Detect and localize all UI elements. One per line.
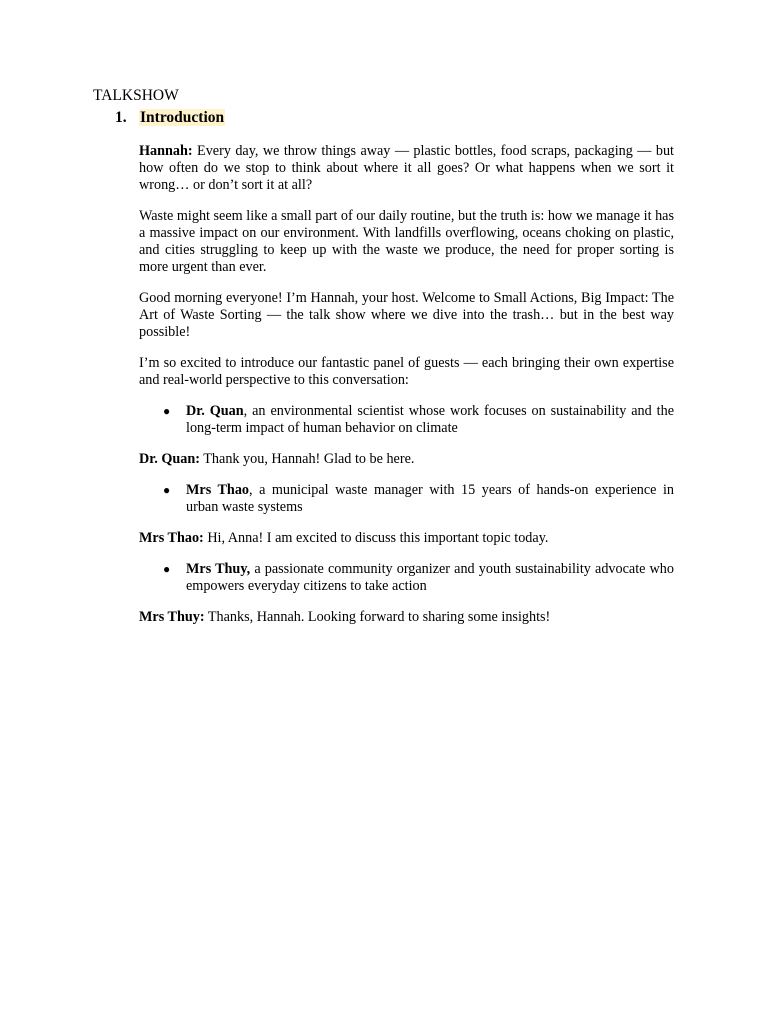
reply-mrs-thao (139, 530, 674, 547)
guest-name: Mrs Thao (186, 482, 250, 498)
section-heading (115, 108, 225, 128)
reply-mrs-thuy (139, 609, 674, 626)
guest-description: a passionate community organizer and youth sustainability advocate who empowers everyday citizens to take action (186, 561, 674, 594)
section-number: 1. (115, 109, 127, 126)
paragraph-hannah-intro (139, 143, 674, 194)
speaker-name: Mrs Thuy: (139, 609, 205, 625)
reply-text: Thanks, Hannah. Looking forward to sharing some insights! (204, 609, 551, 625)
guest-description: , an environmental scientist whose work focuses on sustainability and the long-term impact of human behavior on climate (186, 403, 674, 436)
guest-name: Dr. Quan (186, 403, 244, 419)
bullet-icon: ● (163, 562, 171, 576)
body-text (139, 143, 674, 640)
document-title: TALKSHOW (93, 87, 179, 104)
guest-list-item (139, 482, 674, 516)
paragraph-waste: Waste might seem like a small part of our daily routine, but the truth is: how we manage it has a massive impact on our environment. With landfills overflowing, oceans choking on plastic, and cities struggling to keep up with the waste we produce, the need for proper sorting is more urgent than ever. (139, 208, 674, 275)
paragraph-text: Every day, we throw things away — plastic bottles, food scraps, packaging — but how often do we stop to think about where it all goes? Or what happens when we sort it wrong… or don’t sort it at all? (139, 143, 674, 193)
guest-description: , a municipal waste manager with 15 years of hands-on experience in urban waste systems (186, 482, 674, 515)
speaker-name: Hannah: (139, 143, 193, 159)
paragraph-welcome: Good morning everyone! I’m Hannah, your host. Welcome to Small Actions, Big Impact: The Art of Waste Sorting — the talk show where we dive into the trash… but in the best way possible! (139, 290, 674, 340)
speaker-name: Dr. Quan: (139, 451, 200, 467)
section-label: Introduction (140, 109, 225, 126)
bullet-icon: ● (163, 404, 171, 418)
guest-name: Mrs Thuy, (186, 561, 251, 577)
bullet-icon: ● (163, 483, 171, 497)
speaker-name: Mrs Thao: (139, 530, 204, 546)
guest-list-item (139, 561, 674, 595)
guest-list-item (139, 403, 674, 437)
paragraph-panel-intro: I’m so excited to introduce our fantastic panel of guests — each bringing their own expertise and real-world perspective to this conversation: (139, 355, 674, 388)
reply-text: Thank you, Hannah! Glad to be here. (199, 451, 415, 467)
reply-text: Hi, Anna! I am excited to discuss this important topic today. (203, 530, 549, 546)
reply-dr-quan (139, 451, 674, 468)
